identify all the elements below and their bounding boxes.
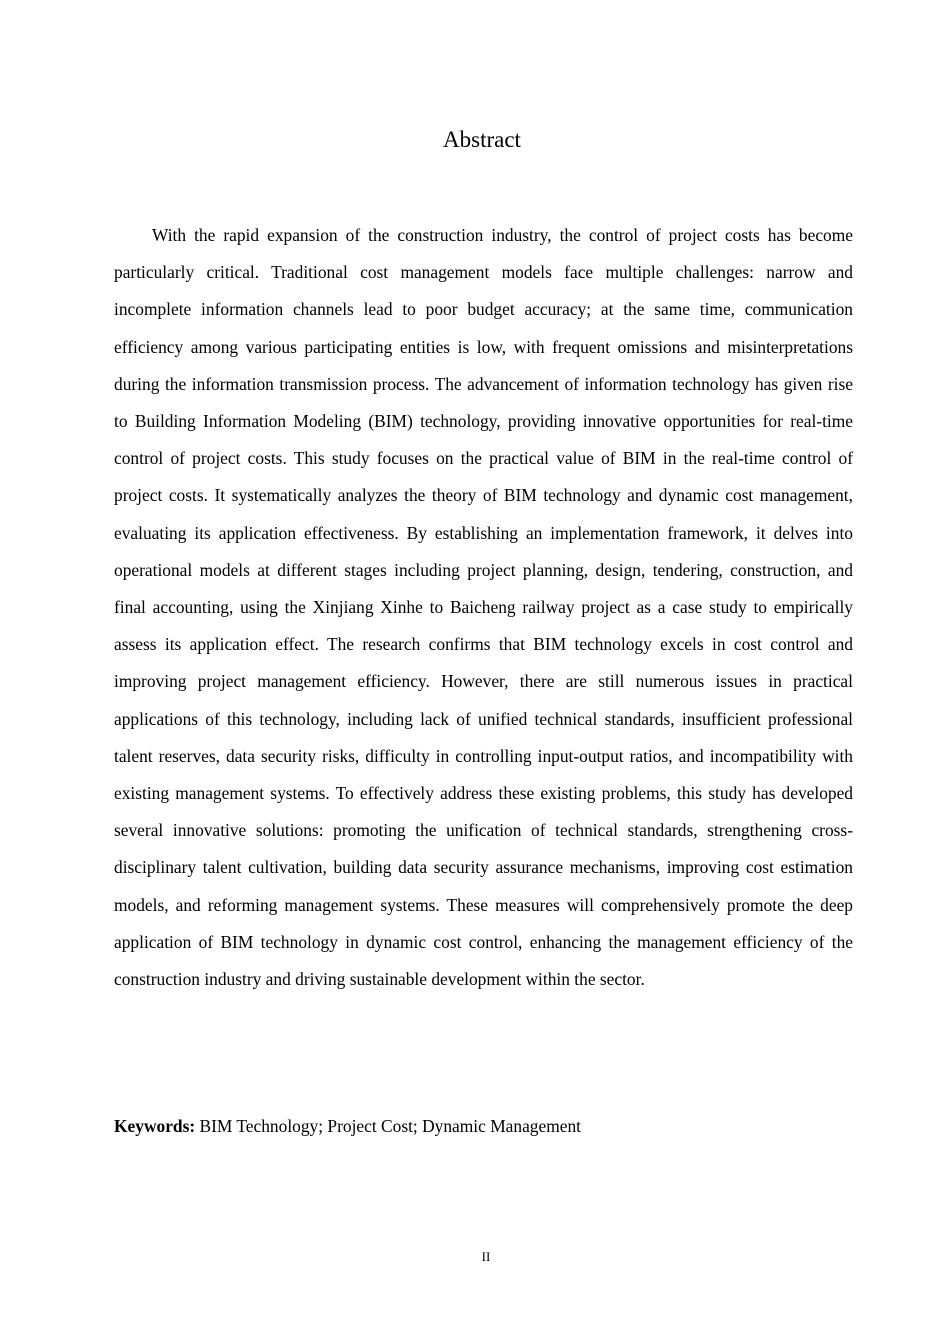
abstract-paragraph: With the rapid expansion of the construction industry, the control of project costs has become particularly critical. Traditional cost management models face multiple challenges: narrow and incomplete information channels lead to poor budget accuracy; at the same time, communication efficiency among various participating entities is low, with frequent omissions and misinterpretations during the information transmission process. The advancement of information technology has given rise to Building Information Modeling (BIM) technology, providing innovative opportunities for real-time control of project costs. This study focuses on the practical value of BIM in the real-time control of project costs. It systematically analyzes the theory of BIM technology and dynamic cost management, evaluating its application effectiveness. By establishing an implementation framework, it delves into operational models at different stages including project planning, design, tendering, construction, and final accounting, using the Xinjiang Xinhe to Baicheng railway project as a case study to empirically assess its application effect. The research confirms that BIM technology excels in cost control and improving project management efficiency. However, there are still numerous issues in practical applications of this technology, including lack of unified technical standards, insufficient professional talent reserves, data security risks, difficulty in controlling input-output ratios, and incompatibility with existing management systems. To effectively address these existing problems, this study has developed several innovative solutions: promoting the unification of technical standards, strengthening cross-disciplinary talent cultivation, building data security assurance mechanisms, improving cost estimation models, and reforming management systems. These measures will comprehensively promote the deep application of BIM technology in dynamic cost control, enhancing the management efficiency of the construction industry and driving sustainable development within the sector. bbox=[114, 225, 853, 990]
keywords-value: BIM Technology; Project Cost; Dynamic Management bbox=[195, 1116, 581, 1136]
page-number: II bbox=[481, 1249, 491, 1264]
keywords-line bbox=[114, 1109, 853, 1143]
page-title: Abstract bbox=[443, 127, 521, 152]
keywords-label: Keywords: bbox=[114, 1116, 196, 1136]
